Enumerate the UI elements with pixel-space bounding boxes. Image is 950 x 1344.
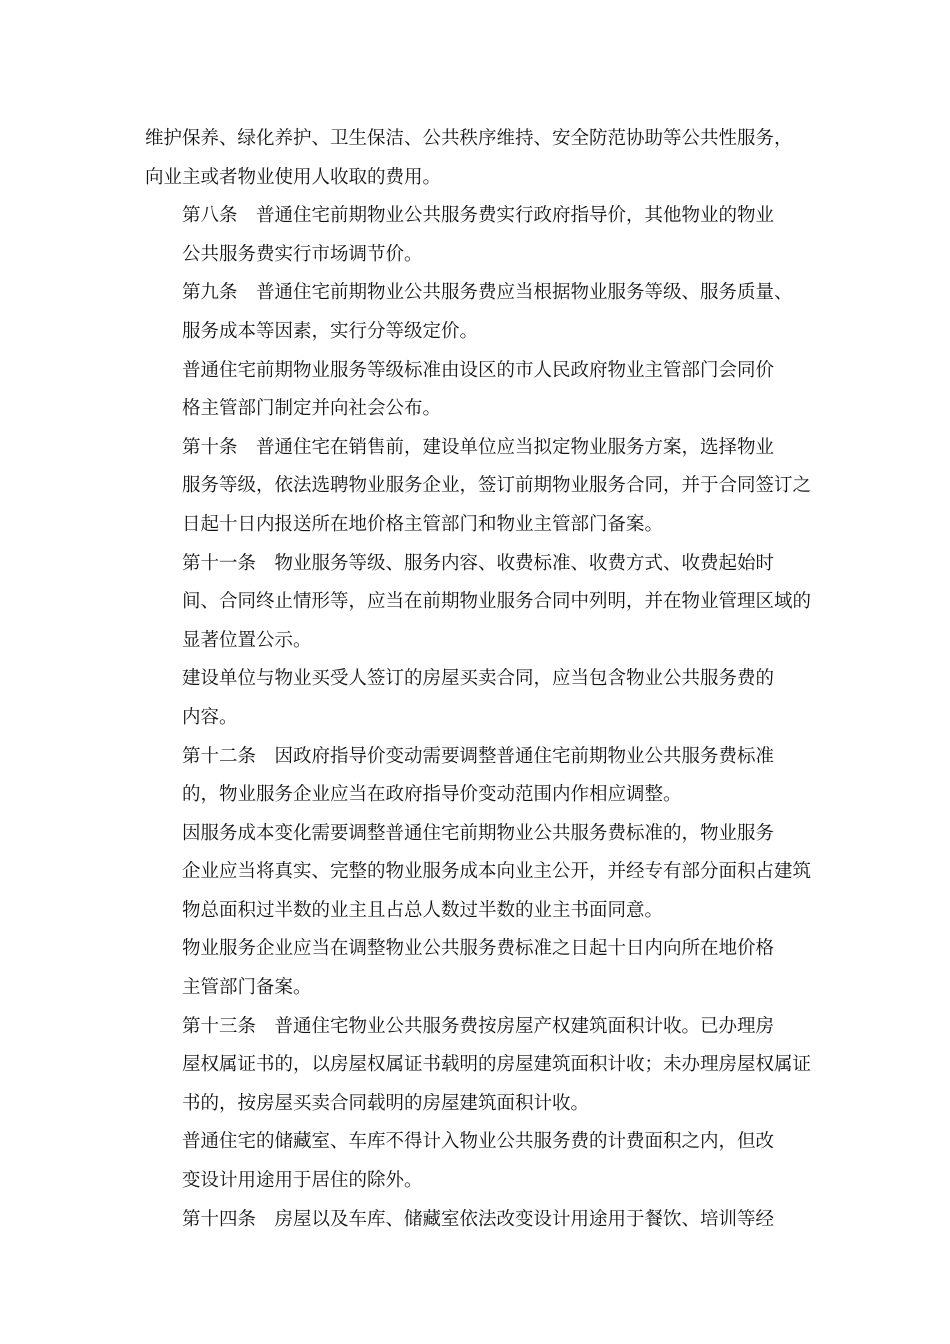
- text-line: 格主管部门制定并向社会公布。: [182, 398, 442, 420]
- text-line: 第十一条 物业服务等级、服务内容、收费标准、收费方式、收费起始时: [182, 552, 775, 574]
- text-line: 普通住宅前期物业服务等级标准由设区的市人民政府物业主管部门会同价: [182, 359, 775, 381]
- text-line: 第十四条 房屋以及车库、储藏室依法改变设计用途用于餐饮、培训等经: [182, 1208, 775, 1230]
- text-line: 企业应当将真实、完整的物业服务成本向业主公开，并经专有部分面积占建筑: [182, 861, 812, 883]
- paragraph: [145, 197, 810, 274]
- document-body: [145, 120, 810, 1239]
- paragraph: [145, 429, 810, 545]
- paragraph: [145, 930, 810, 1007]
- text-line: 间、合同终止情形等，应当在前期物业服务合同中列明，并在物业管理区域的: [182, 591, 812, 613]
- paragraph: [145, 274, 810, 351]
- paragraph: [145, 738, 810, 815]
- text-line: 向业主或者物业使用人收取的费用。: [145, 166, 442, 188]
- paragraph: [145, 1008, 810, 1124]
- text-line: 维护保养、绿化养护、卫生保洁、公共秩序维持、安全防范协助等公共性服务，: [145, 128, 793, 149]
- text-line: 第八条 普通住宅前期物业公共服务费实行政府指导价，其他物业的物业: [182, 205, 775, 227]
- text-line: 主管部门备案。: [182, 977, 312, 999]
- text-line: 变设计用途用于居住的除外。: [182, 1170, 423, 1192]
- text-line: 第十三条 普通住宅物业公共服务费按房屋产权建筑面积计收。已办理房: [182, 1015, 775, 1037]
- text-line: 建设单位与物业买受人签订的房屋买卖合同，应当包含物业公共服务费的: [182, 668, 775, 690]
- paragraph: [145, 120, 810, 197]
- text-line: 物业服务企业应当在调整物业公共服务费标准之日起十日内向所在地价格: [182, 938, 775, 960]
- text-line: 书的，按房屋买卖合同载明的房屋建筑面积计收。: [182, 1092, 590, 1114]
- text-line: 服务等级，依法选聘物业服务企业，签订前期物业服务合同，并于合同签订之: [182, 475, 812, 497]
- text-line: 第十二条 因政府指导价变动需要调整普通住宅前期物业公共服务费标准: [182, 745, 775, 767]
- text-line: 内容。: [182, 706, 238, 728]
- text-line: 普通住宅的储藏室、车库不得计入物业公共服务费的计费面积之内，但改: [182, 1131, 775, 1153]
- paragraph: [145, 352, 810, 429]
- text-line: 物总面积过半数的业主且占总人数过半数的业主书面同意。: [182, 899, 664, 921]
- text-line: 第十条 普通住宅在销售前，建设单位应当拟定物业服务方案，选择物业: [182, 436, 775, 458]
- text-line: 公共服务费实行市场调节价。: [182, 243, 423, 265]
- text-line: 因服务成本变化需要调整普通住宅前期物业公共服务费标准的，物业服务: [182, 822, 775, 844]
- text-line: 屋权属证书的，以房屋权属证书载明的房屋建筑面积计收；未办理房屋权属证: [182, 1054, 812, 1076]
- text-line: 服务成本等因素，实行分等级定价。: [182, 320, 479, 342]
- paragraph: [145, 1123, 810, 1200]
- paragraph: [145, 1201, 810, 1240]
- text-line: 显著位置公示。: [182, 629, 312, 651]
- paragraph: [145, 815, 810, 931]
- text-line: 的，物业服务企业应当在政府指导价变动范围内作相应调整。: [182, 784, 682, 806]
- text-line: 第九条 普通住宅前期物业公共服务费应当根据物业服务等级、服务质量、: [182, 282, 793, 304]
- text-line: 日起十日内报送所在地价格主管部门和物业主管部门备案。: [182, 513, 664, 535]
- paragraph: [145, 545, 810, 661]
- paragraph: [145, 660, 810, 737]
